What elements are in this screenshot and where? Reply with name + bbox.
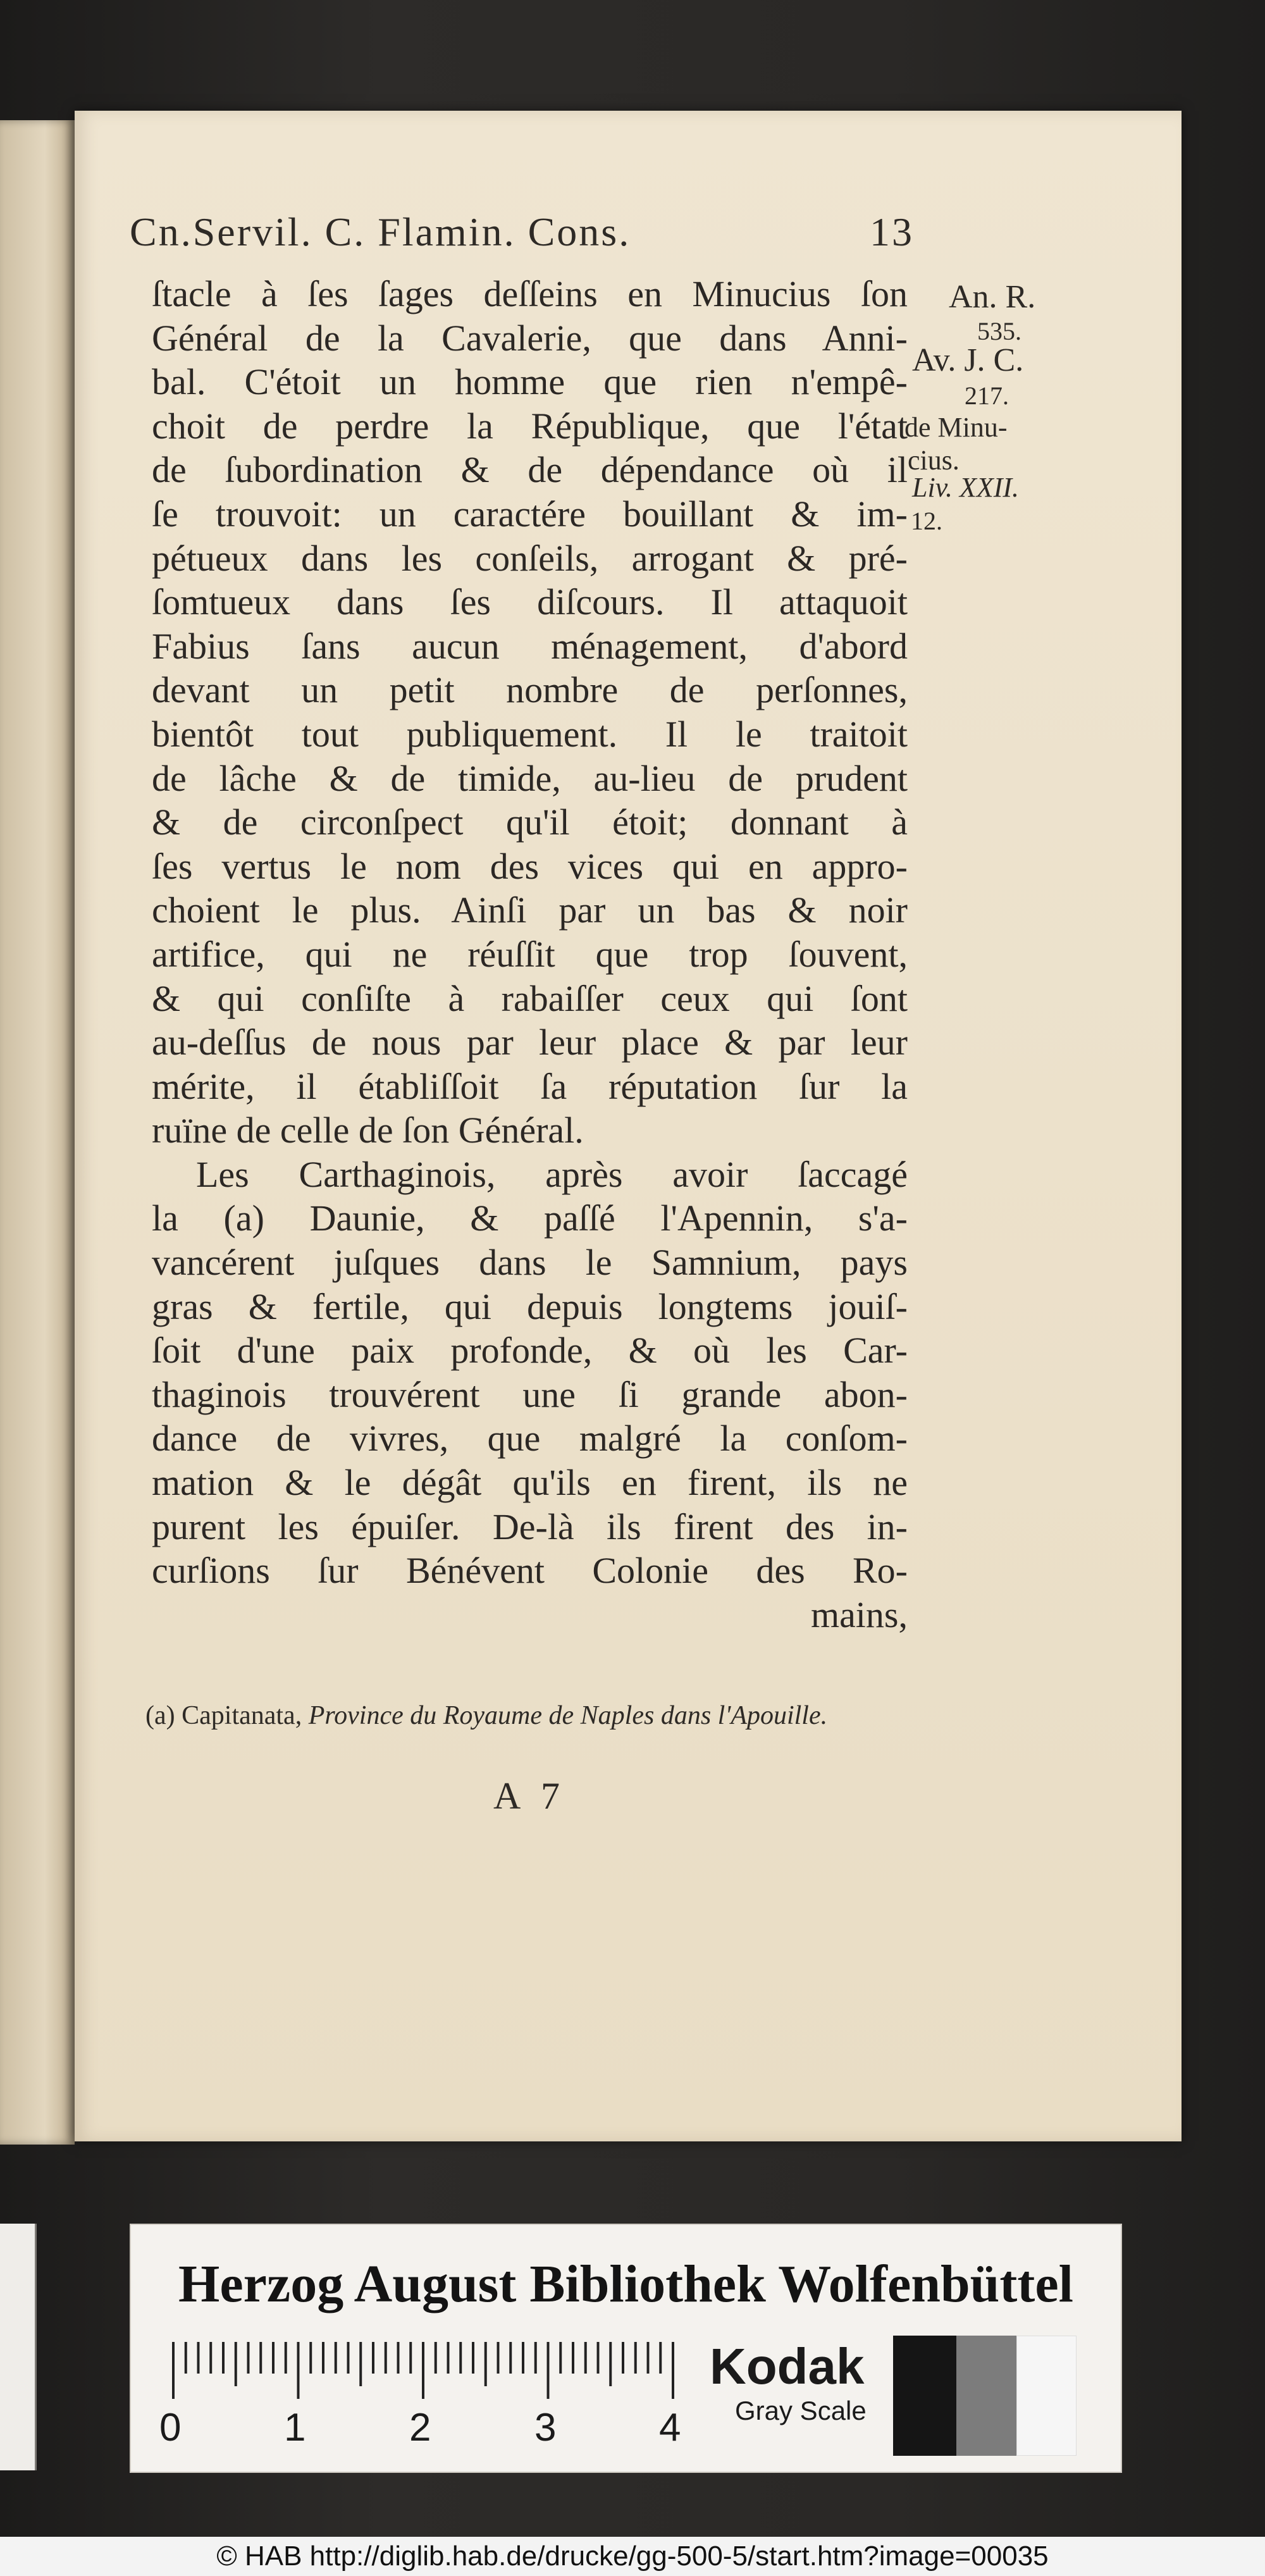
text-line: curſions ſur Bénévent Colonie des Ro- (152, 1550, 908, 1592)
page-number: 13 (870, 209, 914, 254)
copyright-caption: © HAB http://diglib.hab.de/drucke/gg-500-5/start.htm?image=00035 (0, 2537, 1265, 2576)
text-line: Les Carthaginois, après avoir ſaccagé (196, 1153, 908, 1195)
ruler-number: 0 (159, 2406, 182, 2449)
text-line: thaginois trouvérent une ſi grande abon- (152, 1373, 908, 1415)
left-page-edge (0, 120, 75, 2145)
text-line: ſe trouvoit: un caractére bouillant & im- (152, 493, 908, 535)
margin-note-an-r: An. R. (949, 279, 1036, 315)
margin-note-topic: de Minu- (904, 412, 1008, 443)
scale-ruler (159, 2336, 798, 2456)
margin-note-liv: Liv. XXII. (912, 472, 1020, 503)
ruler-number: 3 (534, 2406, 557, 2449)
white-swatch (1016, 2336, 1077, 2456)
color-target-card (130, 2224, 1122, 2473)
text-line: & qui conſiſte à rabaiſſer ceux qui ſont (152, 977, 908, 1019)
margin-note-topic: cius. (908, 445, 960, 476)
text-line: la (a) Daunie, & paſſé l'Apennin, s'a- (152, 1198, 908, 1239)
text-line: de lâche & de timide, au-lieu de prudent (152, 757, 908, 799)
text-line: bientôt tout publiquement. Il le traitoit (152, 713, 908, 755)
catchword: mains, (810, 1594, 908, 1635)
text-line: & de circonſpect qu'il étoit; donnant à (152, 802, 908, 843)
text-line: vancérent juſques dans le Samnium, pays (152, 1242, 908, 1284)
text-line: dance de vivres, que malgré la conſom- (152, 1418, 908, 1459)
adjacent-target-edge (0, 2224, 37, 2470)
text-line: ruïne de celle de ſon Général. (152, 1110, 584, 1151)
text-line: au-deſſus de nous par leur place & par leur (152, 1022, 908, 1063)
kodak-logo-text: Kodak (710, 2338, 865, 2394)
margin-note-av-jc: Av. J. C. (912, 342, 1024, 378)
margin-note-an-r-num: 535. (977, 317, 1021, 345)
ruler-ticks (166, 2336, 798, 2456)
text-line: mérite, il établiſſoit ſa réputation ſur la (152, 1065, 908, 1107)
running-head-title: Cn.Servil. C. Flamin. Cons. (130, 209, 631, 254)
text-line: ſomtueux dans ſes diſcours. Il attaquoit (152, 581, 908, 623)
running-head (130, 209, 914, 256)
text-line: ſoit d'une paix profonde, & où les Car- (152, 1330, 908, 1372)
text-line: Fabius ſans aucun ménagement, d'abord (152, 625, 908, 667)
text-line: pétueux dans les conſeils, arrogant & pré- (152, 537, 908, 579)
text-line: gras & fertile, qui depuis longtems jouiſ- (152, 1285, 908, 1327)
text-line: devant un petit nombre de perſonnes, (152, 669, 908, 711)
text-line: Général de la Cavalerie, que dans Anni- (152, 317, 908, 359)
library-name: Herzog August Bibliothek Wolfenbüttel (178, 2255, 1073, 2313)
ruler-number: 1 (284, 2406, 306, 2449)
black-swatch (893, 2336, 956, 2456)
footnote-text: Province du Royaume de Naples dans l'Apouille. (308, 1701, 828, 1730)
ruler-number: 2 (409, 2406, 431, 2449)
text-line: choit de perdre la République, que l'état (152, 405, 908, 447)
text-line: ſes vertus le nom des vices qui en appro- (152, 845, 908, 887)
gray-scale-label: Gray Scale (735, 2396, 867, 2425)
footnote-marker: (a) Capitanata, (145, 1701, 302, 1730)
margin-note-av-jc-num: 217. (965, 381, 1009, 410)
signature-mark: A 7 (493, 1775, 567, 1817)
gray-swatch (956, 2336, 1016, 2456)
text-line: purent les épuiſer. De-là ils firent des in- (152, 1506, 908, 1547)
ruler-number: 4 (659, 2406, 681, 2449)
footnote (145, 1699, 917, 1733)
text-line: mation & le dégât qu'ils en firent, ils ne (152, 1462, 908, 1504)
body-text (152, 272, 908, 1637)
margin-note-liv-num: 12. (911, 507, 942, 535)
text-line: artifice, qui ne réuſſit que trop ſouvent, (152, 933, 908, 975)
text-line: de ſubordination & de dépendance où il (152, 449, 908, 491)
text-line: bal. C'étoit un homme que rien n'empê- (152, 361, 908, 403)
text-line: choient le plus. Ainſi par un bas & noir (152, 889, 908, 931)
text-line: ſtacle à ſes ſages deſſeins en Minucius ſon (152, 273, 908, 314)
